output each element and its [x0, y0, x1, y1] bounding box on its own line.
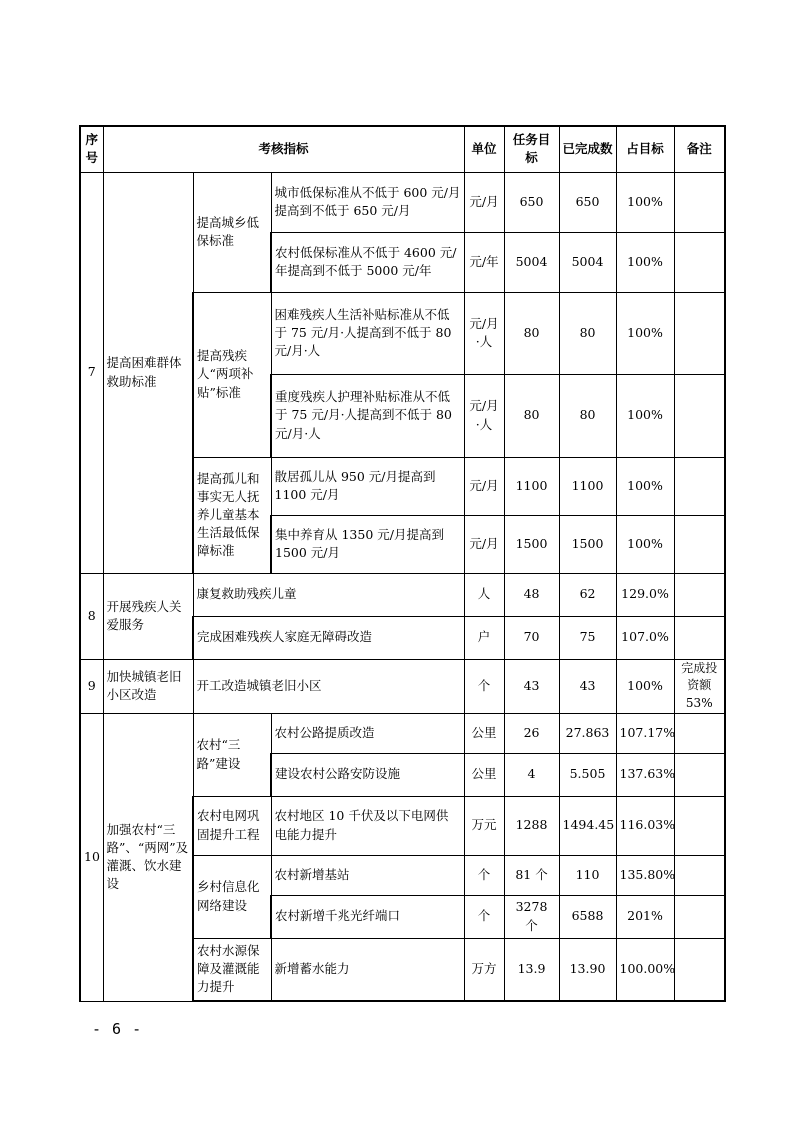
item-description: 农村新增基站: [271, 855, 464, 895]
done-cell: 1500: [559, 515, 616, 573]
group-label: 农村“三路”建设: [193, 713, 271, 796]
group-label: 农村电网巩固提升工程: [193, 796, 271, 855]
note-cell: [674, 457, 725, 515]
section-number: 9: [80, 659, 103, 713]
done-cell: 5004: [559, 232, 616, 292]
unit-cell: 元/月: [464, 172, 504, 232]
ratio-cell: 107.17%: [616, 713, 674, 753]
done-cell: 27.863: [559, 713, 616, 753]
header-ratio: 占目标: [616, 126, 674, 172]
unit-cell: 万方: [464, 938, 504, 1001]
unit-cell: 公里: [464, 713, 504, 753]
table-row: [80, 659, 725, 713]
unit-cell: 个: [464, 659, 504, 713]
unit-cell: 人: [464, 573, 504, 616]
target-cell: 4: [504, 753, 559, 796]
unit-cell: 元/月·人: [464, 374, 504, 457]
ratio-cell: 100%: [616, 232, 674, 292]
unit-cell: 公里: [464, 753, 504, 796]
done-cell: 650: [559, 172, 616, 232]
note-cell: [674, 573, 725, 616]
section-title: 开展残疾人关爱服务: [103, 573, 193, 659]
unit-cell: 元/月: [464, 515, 504, 573]
item-description: 农村地区 10 千伏及以下电网供电能力提升: [271, 796, 464, 855]
target-cell: 81 个: [504, 855, 559, 895]
note-cell: [674, 713, 725, 753]
header-row: [80, 126, 725, 172]
item-description: 康复救助残疾儿童: [193, 573, 464, 616]
page-number: - 6 -: [92, 1020, 143, 1038]
item-description: 城市低保标准从不低于 600 元/月提高到不低于 650 元/月: [271, 172, 464, 232]
header-done: 已完成数: [559, 126, 616, 172]
target-cell: 1100: [504, 457, 559, 515]
target-cell: 3278 个: [504, 895, 559, 938]
section-number: 7: [80, 172, 103, 573]
target-cell: 1288: [504, 796, 559, 855]
note-cell: [674, 232, 725, 292]
ratio-cell: 107.0%: [616, 616, 674, 659]
ratio-cell: 100%: [616, 515, 674, 573]
header-unit: 单位: [464, 126, 504, 172]
done-cell: 1100: [559, 457, 616, 515]
unit-cell: 个: [464, 895, 504, 938]
item-description: 农村低保标准从不低于 4600 元/年提高到不低于 5000 元/年: [271, 232, 464, 292]
note-cell: [674, 938, 725, 1001]
target-cell: 13.9: [504, 938, 559, 1001]
note-cell: [674, 753, 725, 796]
done-cell: 5.505: [559, 753, 616, 796]
unit-cell: 个: [464, 855, 504, 895]
ratio-cell: 100%: [616, 292, 674, 374]
done-cell: 110: [559, 855, 616, 895]
target-cell: 5004: [504, 232, 559, 292]
note-cell: [674, 292, 725, 374]
target-cell: 650: [504, 172, 559, 232]
item-description: 重度残疾人护理补贴标准从不低于 75 元/月·人提高到不低于 80 元/月·人: [271, 374, 464, 457]
item-description: 集中养育从 1350 元/月提高到 1500 元/月: [271, 515, 464, 573]
done-cell: 6588: [559, 895, 616, 938]
target-cell: 80: [504, 292, 559, 374]
ratio-cell: 100%: [616, 172, 674, 232]
unit-cell: 元/月: [464, 457, 504, 515]
group-label: 农村水源保障及灌溉能力提升: [193, 938, 271, 1001]
item-description: 农村新增千兆光纤端口: [271, 895, 464, 938]
group-label: 提高残疾人“两项补贴”标准: [193, 292, 271, 457]
section-title: 加快城镇老旧小区改造: [103, 659, 193, 713]
target-cell: 1500: [504, 515, 559, 573]
unit-cell: 万元: [464, 796, 504, 855]
section-title: 提高困难群体救助标准: [103, 172, 193, 573]
note-cell: [674, 374, 725, 457]
table-row: [80, 573, 725, 616]
item-description: 困难残疾人生活补贴标准从不低于 75 元/月·人提高到不低于 80 元/月·人: [271, 292, 464, 374]
header-seq: 序号: [80, 126, 103, 172]
item-description: 散居孤儿从 950 元/月提高到 1100 元/月: [271, 457, 464, 515]
ratio-cell: 135.80%: [616, 855, 674, 895]
item-description: 开工改造城镇老旧小区: [193, 659, 464, 713]
ratio-cell: 100.00%: [616, 938, 674, 1001]
done-cell: 62: [559, 573, 616, 616]
note-cell: [674, 796, 725, 855]
target-cell: 80: [504, 374, 559, 457]
done-cell: 80: [559, 374, 616, 457]
header-indicator: 考核指标: [103, 126, 464, 172]
item-description: 农村公路提质改造: [271, 713, 464, 753]
target-cell: 70: [504, 616, 559, 659]
item-description: 新增蓄水能力: [271, 938, 464, 1001]
header-target: 任务目标: [504, 126, 559, 172]
target-cell: 48: [504, 573, 559, 616]
ratio-cell: 116.03%: [616, 796, 674, 855]
table-row: [80, 172, 725, 232]
note-cell: 完成投资额 53%: [674, 659, 725, 713]
note-cell: [674, 172, 725, 232]
done-cell: 13.90: [559, 938, 616, 1001]
item-description: 完成困难残疾人家庭无障碍改造: [193, 616, 464, 659]
note-cell: [674, 515, 725, 573]
done-cell: 80: [559, 292, 616, 374]
done-cell: 75: [559, 616, 616, 659]
group-label: 乡村信息化网络建设: [193, 855, 271, 938]
note-cell: [674, 616, 725, 659]
target-cell: 43: [504, 659, 559, 713]
table-row: [80, 713, 725, 753]
section-title: 加强农村“三路”、“两网”及灌溉、饮水建设: [103, 713, 193, 1001]
section-number: 8: [80, 573, 103, 659]
ratio-cell: 201%: [616, 895, 674, 938]
target-cell: 26: [504, 713, 559, 753]
note-cell: [674, 895, 725, 938]
ratio-cell: 100%: [616, 374, 674, 457]
ratio-cell: 129.0%: [616, 573, 674, 616]
section-number: 10: [80, 713, 103, 1001]
item-description: 建设农村公路安防设施: [271, 753, 464, 796]
unit-cell: 元/月·人: [464, 292, 504, 374]
header-note: 备注: [674, 126, 725, 172]
note-cell: [674, 855, 725, 895]
assessment-table: [79, 125, 726, 1002]
unit-cell: 户: [464, 616, 504, 659]
unit-cell: 元/年: [464, 232, 504, 292]
group-label: 提高城乡低保标准: [193, 172, 271, 292]
ratio-cell: 100%: [616, 659, 674, 713]
done-cell: 43: [559, 659, 616, 713]
ratio-cell: 100%: [616, 457, 674, 515]
group-label: 提高孤儿和事实无人抚养儿童基本生活最低保障标准: [193, 457, 271, 573]
ratio-cell: 137.63%: [616, 753, 674, 796]
done-cell: 1494.45: [559, 796, 616, 855]
